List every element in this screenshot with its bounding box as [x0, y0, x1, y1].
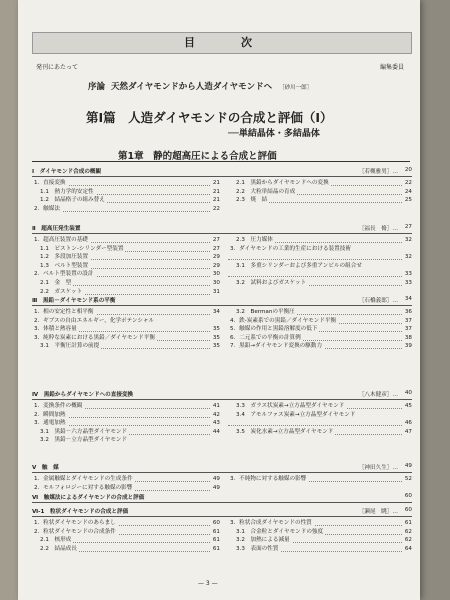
toc-entry — [32, 334, 220, 343]
toc-entry — [32, 342, 220, 351]
section-title: Ⅵ-1 粒状ダイヤモンドの合成と評価 — [32, 509, 129, 515]
section-page: 34 — [404, 296, 412, 302]
toc-entry — [228, 188, 412, 197]
entry-page: 61 — [404, 520, 412, 526]
toc-entry — [228, 317, 412, 326]
section-heading — [32, 463, 412, 473]
section-page: 60 — [404, 507, 412, 513]
entry-title: 2．瞬間加熱 — [34, 411, 66, 418]
intro-line — [88, 80, 312, 92]
entry-title: 1.3 ベルト型装置 — [32, 262, 90, 271]
part-title: 第Ⅰ篇 人造ダイヤモンドの合成と評価（Ⅰ） — [86, 110, 333, 125]
section-title: Ⅰ ダイヤモンド合成の概観 — [32, 169, 102, 175]
dot-leader — [228, 419, 412, 426]
entry-title: 2．ベルト型装置の設計 — [34, 271, 94, 278]
toc-section — [32, 296, 412, 351]
toc-entry — [228, 334, 412, 343]
entry-title: 1．超高圧装置の基礎 — [34, 237, 88, 243]
toc-entry — [32, 402, 220, 411]
intro-label: 序論 — [88, 82, 106, 92]
section-page: 60 — [404, 493, 412, 499]
section-heading — [32, 507, 412, 517]
section-heading — [32, 224, 412, 234]
section-page: 40 — [404, 390, 412, 396]
toc-section — [32, 463, 412, 492]
toc-entry — [228, 308, 412, 317]
intro-title: 天然ダイヤモンドから人造ダイヤモンドへ — [110, 82, 273, 92]
toc-entry — [32, 317, 220, 326]
toc-entry — [228, 253, 412, 262]
entry-title: 2.2 ガスケット — [32, 288, 84, 297]
entry-page: 21 — [212, 180, 220, 186]
entry-title: 3.4 アモルファス炭素→立方晶型ダイヤモンド — [228, 411, 357, 420]
entry-title: 2.3 焼 結 — [228, 196, 269, 205]
entry-title: 6．二元系での平衡の計算例 — [230, 334, 301, 341]
toc-entry — [228, 519, 412, 528]
entry-page: 37 — [404, 317, 412, 324]
toc-entry — [228, 428, 412, 437]
entry-page: 35 — [212, 334, 220, 341]
toc-entry — [228, 419, 412, 428]
entry-title: 1．変換条件の概観 — [34, 403, 83, 409]
entry-page: 37 — [404, 326, 412, 333]
entry-title: 3.1 多重シリンダーおよび多重アンビルの組合せ — [228, 262, 364, 271]
entry-title: 1.1 熱力学的安定性 — [32, 188, 96, 197]
entry-title: 2．ギブスの自由エネルギー，化学ポテンシャル — [34, 317, 155, 324]
toc-entry — [228, 270, 412, 279]
toc-entry — [32, 236, 220, 245]
left-column — [32, 402, 220, 445]
entry-title: 3.5 炭化水素→立方晶型ダイヤモンド — [228, 428, 335, 437]
toc-section — [32, 390, 412, 445]
entry-page: 33 — [404, 271, 412, 278]
entry-title: 3.1 合金粒とダイヤモンドの強度 — [228, 528, 325, 537]
left-column — [32, 519, 220, 553]
entry-page: 31 — [212, 288, 220, 295]
toc-entry — [228, 402, 412, 411]
toc-section — [32, 507, 412, 553]
section-page: 49 — [404, 463, 412, 469]
entry-page: 29 — [212, 262, 220, 269]
entry-title: 1．粒状ダイヤモンドのあらまし — [34, 520, 116, 526]
entry-page: 49 — [212, 484, 220, 491]
dot-leader — [228, 253, 412, 260]
toc-entry — [32, 436, 220, 445]
section-author: ［石橋義郎］… — [358, 298, 398, 304]
section-title: Ⅴ 触 媒 — [32, 465, 59, 471]
toc-entry — [32, 475, 220, 484]
section-heading — [32, 390, 412, 400]
left-column — [32, 179, 220, 213]
toc-entry — [32, 325, 220, 334]
entry-page: 33 — [404, 279, 412, 286]
toc-entry — [32, 270, 220, 279]
entry-title: 2．粒状ダイヤモンドの合成条件 — [34, 528, 116, 535]
toc-entry — [32, 279, 220, 288]
toc-entry — [32, 179, 220, 188]
entry-title: 2.1 金 型 — [32, 279, 73, 288]
book-page — [18, 0, 420, 600]
section-page: 27 — [404, 224, 412, 230]
right-column — [228, 402, 412, 436]
entry-title: 3．不純物に対する触媒の影響 — [230, 476, 307, 482]
entry-title: 2.1 黒鉛からダイヤモンドへの変換 — [228, 179, 331, 188]
toc-entry — [32, 262, 220, 271]
toc-section — [32, 224, 412, 296]
entry-page: 36 — [404, 309, 412, 315]
toc-entry — [228, 179, 412, 188]
left-column — [32, 308, 220, 351]
right-column — [228, 236, 412, 288]
section-author: ［神田久生］… — [358, 465, 398, 471]
chapter-rule — [32, 161, 410, 162]
section-title: Ⅳ 黒鉛からダイヤモンドへの直接変換 — [32, 392, 134, 398]
entry-page: 44 — [212, 428, 220, 435]
entry-page: 35 — [212, 343, 220, 350]
background-edge — [420, 0, 450, 600]
toc-entry — [228, 196, 412, 205]
toc-entry — [32, 411, 220, 420]
toc-entry — [32, 419, 220, 428]
section-title: Ⅲ 黒鉛－ダイヤモンド系の平衡 — [32, 298, 116, 304]
entry-title: 2．モルフォロジーに対する触媒の影響 — [34, 484, 133, 491]
entry-title: 2.3 圧力媒体 — [228, 236, 275, 245]
entry-page: 30 — [212, 279, 220, 286]
entry-page: 25 — [404, 197, 412, 204]
entry-page: 22 — [212, 205, 220, 212]
toc-entry — [228, 475, 412, 484]
dot-leader — [228, 270, 412, 277]
toc-entry — [228, 245, 412, 254]
entry-page: 27 — [212, 245, 220, 252]
entry-title: 3.2 黒鉛－立方晶型ダイヤモンド — [32, 436, 129, 445]
toc-entry — [32, 245, 220, 254]
entry-title: 2.1 核形成 — [32, 536, 73, 545]
entry-page: 39 — [404, 343, 412, 350]
entry-title: 3.2 試料およびガスケット — [228, 279, 308, 288]
entry-title: 3．純粋な炭素における黒鉛／ダイヤモンド平衡 — [34, 334, 155, 341]
toc-entry — [228, 545, 412, 554]
toc-entry — [32, 536, 220, 545]
section-title: Ⅵ 触媒法によるダイヤモンドの合成と評価 — [32, 495, 145, 501]
entry-title: 1.2 多段加圧装置 — [32, 253, 90, 262]
section-author: ［福長 脩］… — [358, 226, 398, 232]
entry-title: 3．粒状合成ダイヤモンドの性質 — [230, 520, 312, 526]
part-subtitle: ──単結晶体・多結晶体 — [228, 129, 320, 139]
entry-title: 3.3 表面の性質 — [228, 545, 280, 554]
toc-entry — [228, 236, 412, 245]
entry-page: 61 — [212, 528, 220, 535]
entry-page: 21 — [212, 188, 220, 195]
toc-entry — [32, 484, 220, 493]
entry-page: 30 — [212, 271, 220, 278]
entry-page: 49 — [212, 476, 220, 482]
entry-page: 32 — [404, 237, 412, 243]
toc-entry — [228, 342, 412, 351]
entry-page: 47 — [404, 428, 412, 435]
entry-page: 32 — [404, 254, 412, 261]
entry-page: 64 — [404, 545, 412, 552]
entry-title: 3.1 黒鉛－六方晶型ダイヤモンド — [32, 428, 129, 437]
section-author: ［瀬尾 眺］… — [358, 509, 398, 515]
entry-page: 34 — [212, 309, 220, 315]
toc-section — [32, 493, 412, 505]
entry-page: 43 — [212, 420, 220, 427]
entry-page: 60 — [212, 520, 220, 526]
entry-title: 2.2 結晶成長 — [32, 545, 79, 554]
toc-entry — [32, 528, 220, 537]
toc-entry — [32, 308, 220, 317]
entry-title: 1．金属触媒とダイヤモンドの生成条件 — [34, 476, 133, 482]
toc-entry — [228, 325, 412, 334]
entry-page: 41 — [212, 403, 220, 409]
entry-page: 35 — [212, 326, 220, 333]
entry-title: 3．体積と熱容量 — [34, 326, 77, 333]
section-page: 20 — [404, 167, 412, 173]
left-column — [32, 236, 220, 296]
toc-entry — [228, 528, 412, 537]
toc-entry — [32, 253, 220, 262]
entry-title: 2．触媒法 — [34, 205, 60, 212]
entry-page: 27 — [212, 237, 220, 243]
right-column — [228, 475, 412, 484]
right-column — [228, 179, 412, 205]
entry-title: 3.2 加熱による減量 — [228, 536, 292, 545]
entry-page: 45 — [404, 403, 412, 409]
preface-author: 編集委員 — [379, 64, 404, 71]
entry-page: 62 — [404, 528, 412, 535]
section-heading — [32, 167, 412, 177]
entry-title: 3.2 Bermanの平衡圧 — [228, 308, 297, 317]
entry-title: 1．直接変換 — [34, 180, 66, 186]
chapter-title: 第1章 静的超高圧による合成と評価 — [118, 151, 277, 162]
section-heading — [32, 493, 412, 503]
intro-author: ［砂川一郎］ — [279, 85, 313, 91]
entry-page: 24 — [404, 188, 412, 195]
toc-entry — [32, 196, 220, 205]
toc-entry — [228, 262, 412, 271]
toc-entry — [32, 188, 220, 197]
entry-title: 3.3 ガラス状炭素→立方晶型ダイヤモンド — [228, 402, 346, 411]
toc-entry — [228, 411, 412, 420]
toc-section — [32, 167, 412, 213]
entry-page: 38 — [404, 334, 412, 341]
toc-entry — [32, 545, 220, 554]
toc-entry — [32, 205, 220, 214]
section-title: Ⅱ 超高圧発生装置 — [32, 226, 81, 232]
section-heading — [32, 296, 412, 306]
entry-page: 46 — [404, 420, 412, 427]
preface-label: 発刊にあたって — [36, 64, 79, 71]
preface-row — [36, 62, 404, 71]
right-column — [228, 519, 412, 553]
toc-entry — [32, 288, 220, 297]
entry-title: 5．触媒の作用と黒鉛溶解度の低下 — [230, 326, 318, 333]
entry-page: 29 — [212, 254, 220, 261]
entry-title: 2.2 大粒単結晶の育成 — [228, 188, 297, 197]
entry-page: 52 — [404, 476, 412, 482]
entry-page: 21 — [212, 197, 220, 204]
toc-header: 目 次 — [32, 32, 412, 54]
entry-page: 22 — [404, 180, 412, 186]
left-column — [32, 475, 220, 492]
entry-title: 4．鉄-炭素系での黒鉛／ダイヤモンド平衡 — [230, 317, 337, 324]
section-author: ［八木健彦］… — [358, 392, 398, 398]
toc-entry — [32, 428, 220, 437]
right-column — [228, 308, 412, 351]
entry-page: 61 — [212, 545, 220, 552]
entry-title: 3．ダイヤモンドの工業的生産における装置技術 — [230, 245, 351, 252]
entry-page: 62 — [404, 537, 412, 544]
toc-entry — [228, 279, 412, 288]
entry-title: 1.1 ピストン-シリンダー型装置 — [32, 245, 125, 254]
section-author: ［若槻雅男］… — [358, 169, 398, 175]
page-folio: — 3 — — [198, 580, 218, 587]
toc-entry — [32, 519, 220, 528]
entry-title: 3.1 平衡圧計算の前提 — [32, 342, 101, 351]
entry-page: 42 — [212, 411, 220, 418]
entry-page: 61 — [212, 537, 220, 544]
entry-title: 3．通電加熱 — [34, 420, 66, 427]
entry-title: 1．相の安定性と相平衡 — [34, 309, 94, 315]
entry-title: 1.2 結晶格子の組み替え — [32, 196, 107, 205]
entry-title: 7．黒鉛→ダイヤモンド変換の駆動力 — [230, 343, 323, 350]
toc-entry — [228, 536, 412, 545]
